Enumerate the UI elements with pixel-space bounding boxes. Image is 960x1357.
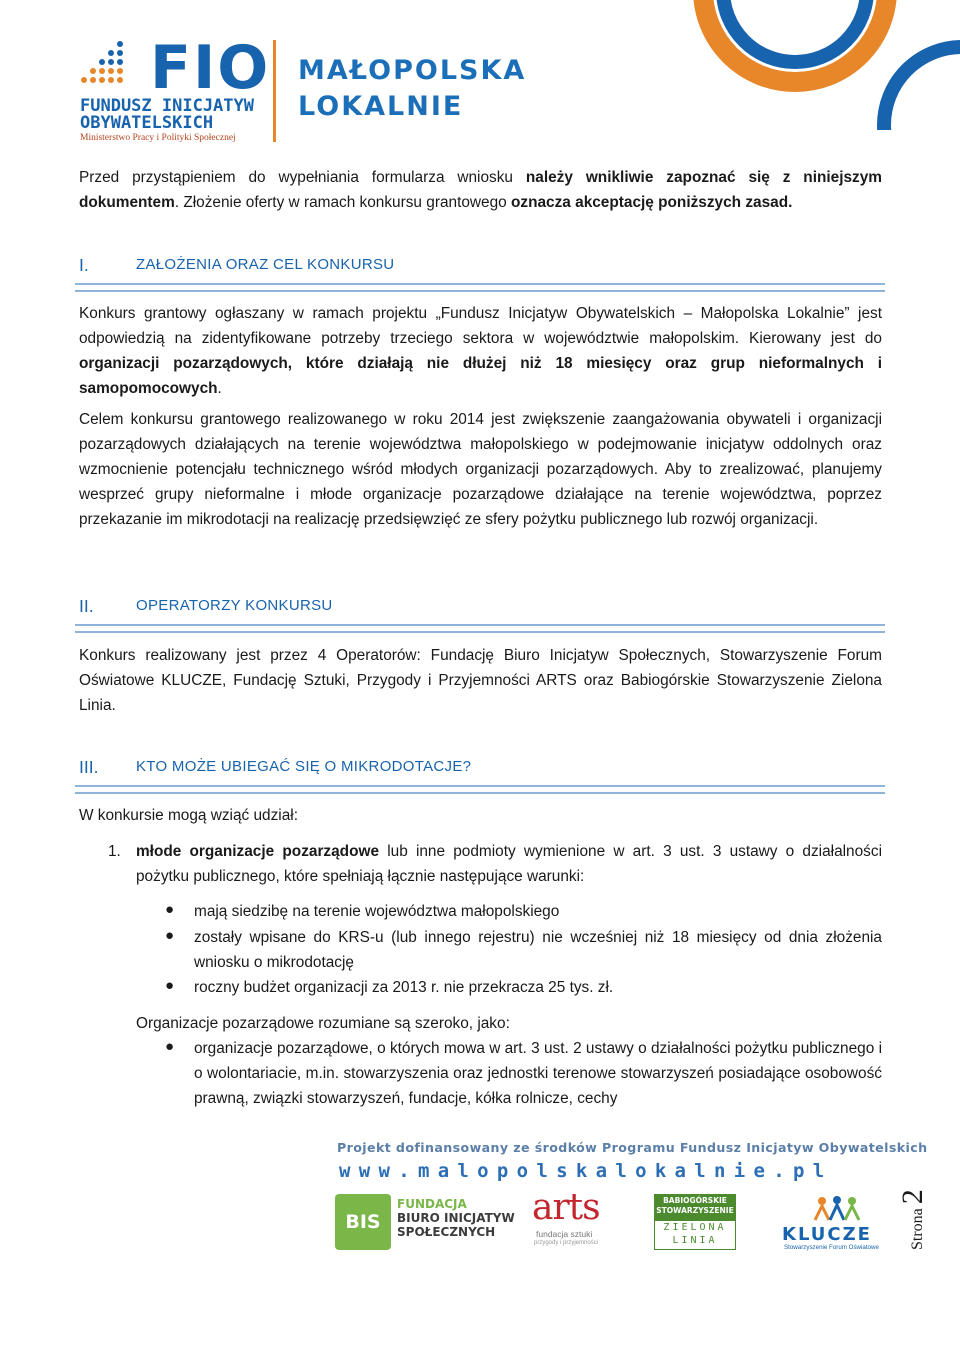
list-number: 1. <box>108 843 121 860</box>
program-title-line1: MAŁOPOLSKA <box>298 55 527 86</box>
bis-line3: SPOŁECZNYCH <box>397 1225 496 1239</box>
ministry-label: Ministerstwo Pracy i Polityki Społecznej <box>80 133 236 143</box>
heading-rule <box>75 283 885 292</box>
condition-item: mają siedzibę na terenie województwa małopolskiego <box>194 903 560 920</box>
heading-rule <box>75 785 885 794</box>
arts-subtitle-2: przygody i przyjemności <box>534 1240 599 1246</box>
logo-divider <box>273 40 276 142</box>
s1p1-bold: organizacji pozarządowych, które działają nie dłużej niż 18 miesięcy oraz grup nieformalnych i samopomocowych <box>79 355 882 397</box>
zielona-linia-logo <box>654 1194 736 1250</box>
section-title: OPERATORZY KONKURSU <box>136 597 333 614</box>
people-icon <box>812 1196 862 1222</box>
section-heading-3 <box>79 753 885 781</box>
fio-wordmark: FIO <box>150 33 271 103</box>
s1p1-end: . <box>217 380 222 397</box>
klucze-wordmark: KLUCZE <box>782 1224 872 1245</box>
klucze-logo <box>782 1196 890 1252</box>
item1-text: lub inne podmioty wymienione w art. 3 ust. 3 ustawy o działalności pożytku publicznego, które spełniają łącznie następujące warunki: <box>136 843 882 885</box>
arts-subtitle: fundacja sztuki <box>536 1229 593 1239</box>
arts-wordmark: arts <box>532 1187 600 1228</box>
section-number: I. <box>79 255 89 275</box>
fio-subtitle-line2: OBYWATELSKICH <box>80 113 214 133</box>
bullet-icon: ● <box>165 927 175 944</box>
list-item-1 <box>136 839 882 889</box>
intro-text-2: . Złożenie oferty w ramach konkursu grantowego <box>174 194 511 211</box>
bullet-icon: ● <box>165 901 175 918</box>
section1-paragraph-2: Celem konkursu grantowego realizowanego w roku 2014 jest zwiększenie zaangażowania obywateli i organizacji pozarządowych działających na terenie województwa małopolskiego w podejmowanie inicjatyw oddolnych oraz wzmocnienie potencjału technicznego wśród młodych organizacji pozarządowych. Aby to zrealizować, planujemy wesprzeć grupy nieformalne i młode organizacje pozarządowe działające na terenie województwa, poprzez przekazanie im mikrodotacji na realizację przedsięwzięć ze sfery pożytku publicznego lub rozwój organizacji. <box>79 411 882 528</box>
section-title: KTO MOŻE UBIEGAĆ SIĘ O MIKRODOTACJE? <box>136 758 472 775</box>
website-url: www.malopolskalokalnie.pl <box>339 1160 833 1182</box>
dots-icon <box>80 40 148 90</box>
bis-line1: FUNDACJA <box>397 1197 467 1211</box>
section3-intro: W konkursie mogą wziąć udział: <box>79 807 298 824</box>
zl-line2: STOWARZYSZENIE <box>656 1206 734 1215</box>
item1-bold: młode organizacje pozarządowe <box>136 843 380 860</box>
org-intro: Organizacje pozarządowe rozumiane są szeroko, jako: <box>136 1015 510 1032</box>
bullet-icon: ● <box>165 977 175 994</box>
zl-line3: ZIELONA <box>663 1222 727 1233</box>
heading-rule <box>75 624 885 633</box>
org-definition-item: organizacje pozarządowe, o których mowa w art. 3 ust. 2 ustawy o działalności pożytku publicznego i o wolontariacie, m.in. stowarzyszenia oraz jednostki terenowe stowarzyszeń posiadające osobowość prawną, związki stowarzyszeń, fundacje, kółka rolnicze, cechy <box>194 1040 882 1107</box>
intro-text-1: Przed przystąpieniem do wypełniania formularza wniosku <box>79 169 526 186</box>
section-number: III. <box>79 757 99 777</box>
zl-line4: LINIA <box>672 1235 718 1246</box>
fio-subtitle-line1: FUNDUSZ INICJATYW <box>80 96 254 116</box>
condition-item: roczny budżet organizacji za 2013 r. nie przekracza 25 tys. zł. <box>194 979 614 996</box>
klucze-subtitle: Stowarzyszenie Forum Oświatowe <box>784 1244 879 1251</box>
decorative-rings <box>690 0 960 130</box>
section-number: II. <box>79 596 94 616</box>
section-title: ZAŁOŻENIA ORAZ CEL KONKURSU <box>136 256 395 273</box>
section1-paragraph-1 <box>79 301 882 401</box>
s1p1-text: Konkurs grantowy ogłaszany w ramach projektu „Fundusz Inicjatyw Obywatelskich – Małopolska Lokalnie” jest odpowiedzią na zidentyfikowane potrzeby trzeciego sektora w województwie małopolskim. Kierowany jest do <box>79 305 882 347</box>
zl-line1: BABIOGÓRSKIE <box>663 1196 727 1205</box>
arts-logo <box>532 1188 622 1252</box>
cofinanced-note: Projekt dofinansowany ze środków Programu Fundusz Inicjatyw Obywatelskich <box>337 1140 928 1155</box>
condition-item: zostały wpisane do KRS-u (lub innego rejestru) nie wcześniej niż 18 miesięcy od dnia złożenia wniosku o mikrodotację <box>194 929 882 971</box>
bis-badge: BIS <box>335 1194 391 1250</box>
program-title-line2: LOKALNIE <box>298 91 464 122</box>
page-number: 2 <box>896 1189 929 1205</box>
bis-line2: BIURO INICJATYW <box>397 1211 515 1225</box>
intro-paragraph <box>79 165 882 215</box>
section-heading-1 <box>79 251 885 279</box>
bis-logo <box>335 1194 530 1250</box>
section2-paragraph: Konkurs realizowany jest przez 4 Operatorów: Fundację Biuro Inicjatyw Społecznych, Stowarzyszenie Forum Oświatowe KLUCZE, Fundację Sztuki, Przygody i Przyjemności ARTS oraz Babiogórskie Stowarzyszenie Zielona Linia. <box>79 647 882 714</box>
page-label: Strona <box>909 1208 926 1250</box>
page-indicator <box>888 1168 948 1250</box>
bullet-icon: ● <box>165 1038 175 1055</box>
section-heading-2 <box>79 592 885 620</box>
intro-bold-1: należy wnikliwie zapoznać się z niniejszym dokumentem <box>79 169 882 211</box>
intro-bold-2: oznacza akceptację poniższych zasad. <box>510 194 793 211</box>
